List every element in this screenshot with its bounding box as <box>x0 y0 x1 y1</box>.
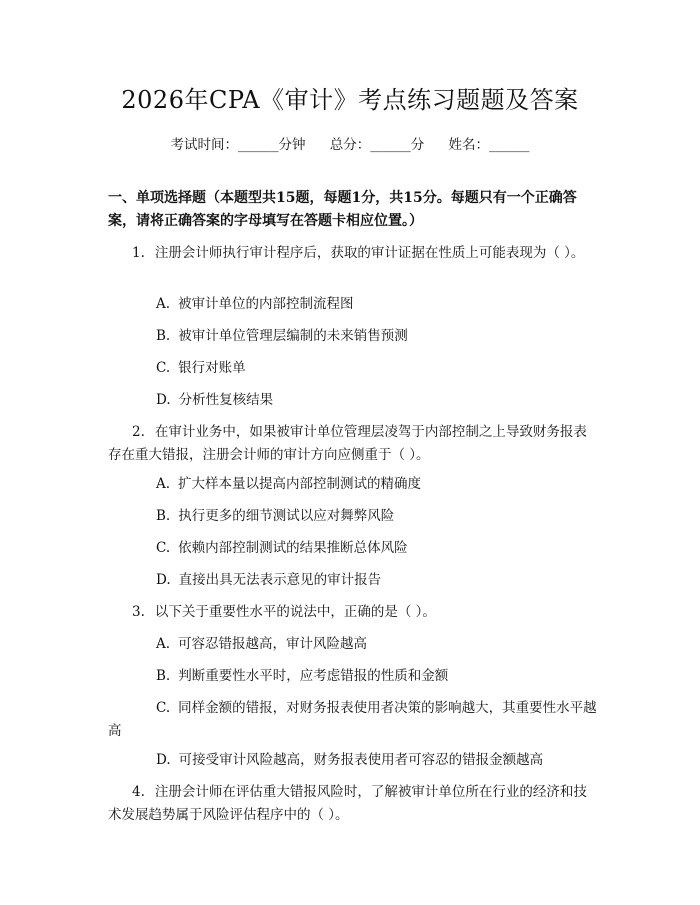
option-letter: B. <box>156 508 171 524</box>
option-letter: A. <box>156 296 171 312</box>
section-heading: 一、单项选择题（本题型共15题，每题1分，共15分。每题只有一个正确答案，请将正确答案的字母填写在答题卡相应位置。） <box>108 190 577 229</box>
option-3b <box>108 665 600 688</box>
question-number: 3. <box>132 604 145 620</box>
page-title: 2026年CPA《审计》考点练习题题及答案 <box>121 86 579 114</box>
option-text: 同样金额的错报，对财务报表使用者决策的影响越大，其重要性水平越高 <box>108 700 597 739</box>
option-letter: D. <box>156 392 171 408</box>
option-2a <box>108 473 600 496</box>
option-3c <box>108 697 600 743</box>
option-text: 判断重要性水平时，应考虑错报的性质和金额 <box>178 668 449 684</box>
question-4 <box>108 781 600 827</box>
option-1b <box>108 325 600 348</box>
option-letter: A. <box>156 476 171 492</box>
question-text: 以下关于重要性水平的说法中，正确的是（ ）。 <box>154 604 436 620</box>
question-2 <box>108 421 600 467</box>
option-letter: B. <box>156 328 171 344</box>
question-text: 注册会计师执行审计程序后，获取的审计证据在性质上可能表现为（ ）。 <box>154 245 585 261</box>
question-text: 注册会计师在评估重大错报风险时，了解被审计单位所在行业的经济和技术发展趋势属于风险评估程序中的（ ）。 <box>108 784 587 823</box>
option-text: 直接出具无法表示意见的审计报告 <box>178 572 382 588</box>
option-text: 分析性复核结果 <box>178 392 274 408</box>
exam-time-field: 考试时间：______分钟 <box>170 137 306 153</box>
option-2d <box>108 569 600 592</box>
option-letter: C. <box>156 700 171 716</box>
option-2c <box>108 537 600 560</box>
option-text: 被审计单位管理层编制的未来销售预测 <box>178 328 408 344</box>
option-letter: B. <box>156 668 171 684</box>
question-number: 1. <box>132 245 145 261</box>
option-text: 可容忍错报越高，审计风险越高 <box>178 636 368 652</box>
option-letter: D. <box>156 752 171 768</box>
total-score-field: 总分：______分 <box>329 137 425 153</box>
option-text: 银行对账单 <box>178 360 246 376</box>
question-3 <box>108 601 600 624</box>
exam-meta <box>0 133 700 153</box>
option-1a <box>108 293 600 316</box>
question-number: 2. <box>132 424 145 440</box>
option-letter: C. <box>156 540 171 556</box>
name-field: 姓名：______ <box>448 137 530 153</box>
question-number: 4. <box>132 784 145 800</box>
option-letter: A. <box>156 636 171 652</box>
question-text: 在审计业务中，如果被审计单位管理层凌驾于内部控制之上导致财务报表存在重大错报，注册会计师的审计方向应侧重于（ ）。 <box>108 424 587 463</box>
option-text: 执行更多的细节测试以应对舞弊风险 <box>178 508 395 524</box>
option-letter: C. <box>156 360 171 376</box>
question-1 <box>108 242 600 265</box>
option-1c <box>108 357 600 380</box>
option-text: 依赖内部控制测试的结果推断总体风险 <box>178 540 408 556</box>
option-letter: D. <box>156 572 171 588</box>
option-text: 扩大样本量以提高内部控制测试的精确度 <box>178 476 422 492</box>
option-1d <box>108 389 600 412</box>
option-3a <box>108 633 600 656</box>
option-3d <box>108 749 600 772</box>
option-text: 可接受审计风险越高，财务报表使用者可容忍的错报金额越高 <box>178 752 544 768</box>
option-2b <box>108 505 600 528</box>
option-text: 被审计单位的内部控制流程图 <box>178 296 354 312</box>
